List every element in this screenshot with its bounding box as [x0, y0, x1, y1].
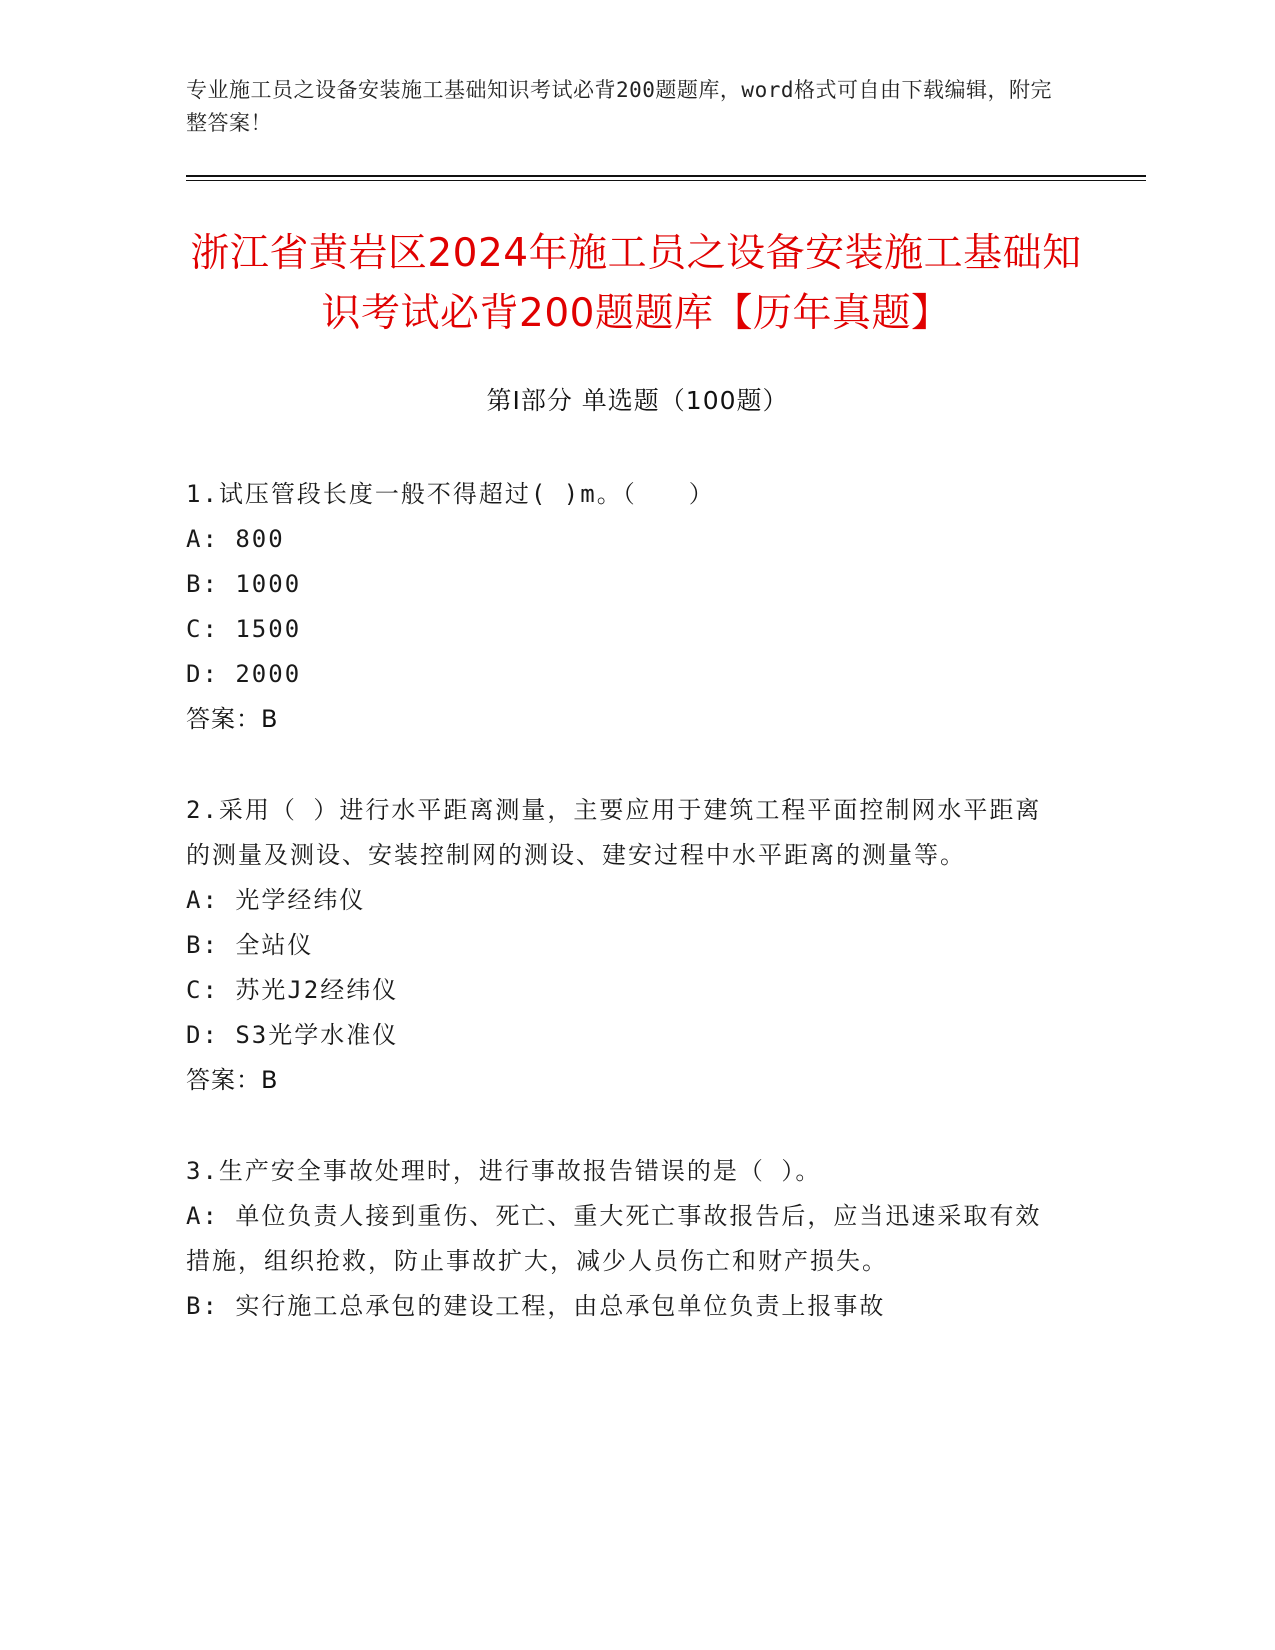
option-c: C: 1500: [186, 615, 302, 643]
option-a: A: 光学经纬仪: [186, 886, 366, 914]
question-stem: 3.生产安全事故处理时，进行事故报告错误的是（ ）。: [186, 1157, 822, 1185]
option-c: C: 苏光J2经纬仪: [186, 976, 399, 1004]
option-d: D: S3光学水准仪: [186, 1021, 399, 1049]
question-3: [186, 1149, 1066, 1329]
header-note: 专业施工员之设备安装施工基础知识考试必背200题题库，word格式可自由下载编辑，附完整答案！: [186, 78, 1052, 135]
option-b: B: 1000: [186, 570, 302, 598]
question-stem: 2.采用（ ）进行水平距离测量，主要应用于建筑工程平面控制网水平距离的测量及测设、安装控制网的测设、建安过程中水平距离的测量等。: [186, 796, 1042, 869]
option-a: A: 单位负责人接到重伤、死亡、重大死亡事故报告后，应当迅速采取有效措施，组织抢救，防止事故扩大，减少人员伤亡和财产损失。: [186, 1202, 1042, 1275]
header-divider: [186, 175, 1146, 177]
option-b: B: 全站仪: [186, 931, 314, 959]
question-stem: 1.试压管段长度一般不得超过( )m。（ ）: [186, 480, 715, 508]
header-divider-thin: [186, 180, 1146, 181]
answer-line: 答案：B: [186, 1066, 279, 1094]
option-d: D: 2000: [186, 660, 302, 688]
section-heading: 第I部分 单选题（100题）: [486, 386, 789, 415]
question-1: [186, 472, 1066, 742]
question-list: [186, 472, 1066, 1375]
option-a: A: 800: [186, 525, 285, 553]
question-2: [186, 788, 1066, 1103]
answer-line: 答案：B: [186, 705, 279, 733]
document-title: 浙江省黄岩区2024年施工员之设备安装施工基础知识考试必背200题题库【历年真题】: [190, 231, 1082, 336]
option-b: B: 实行施工总承包的建设工程，由总承包单位负责上报事故: [186, 1292, 886, 1320]
